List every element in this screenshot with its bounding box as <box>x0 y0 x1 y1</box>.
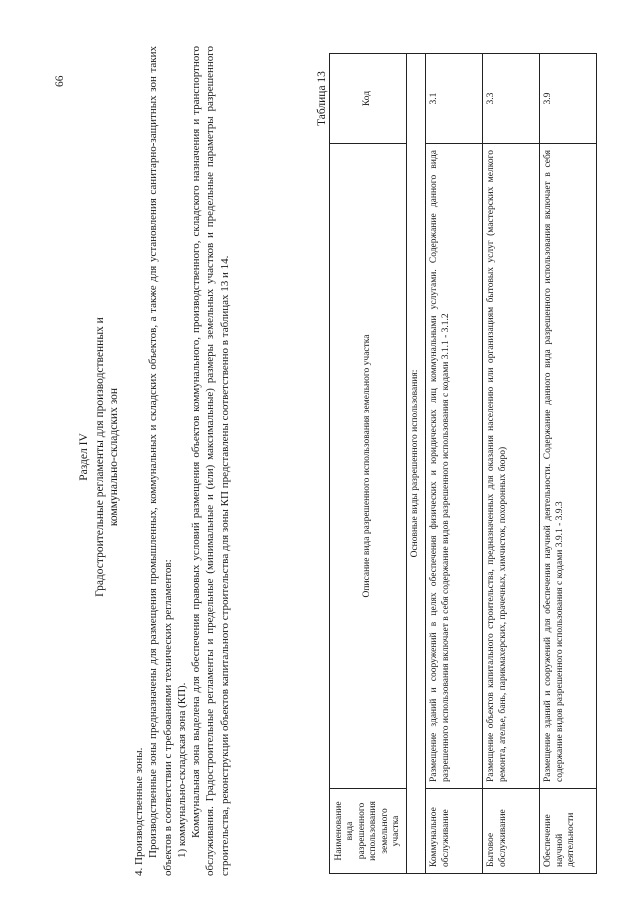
section-subtitle-line2: коммунально-складских зон <box>108 387 120 527</box>
table-group-row <box>407 54 426 874</box>
row-code: 3.3 <box>483 54 540 144</box>
row-description: Размещение зданий и сооружений в целях обеспечения физических и юридических лиц коммунальными услугами. Содержание данного вида разрешенного использования включает в себя содержание видов разрешенного использования с кодами 3.1.1 - 3.1.2 <box>426 144 483 789</box>
paragraph-zones-purpose: Производственные зоны предназначены для размещения промышленных, коммунальных и складских объектов, а также для установления санитарно-защитных зон таких объектов в соответствии с требованиями технических регламентов: <box>147 46 174 876</box>
row-name: Обеспечение научной деятельности <box>540 789 597 874</box>
header-description: Описание вида разрешенного использования земельного участка <box>330 144 407 789</box>
section-title: Раздел IV <box>78 433 90 481</box>
paragraph-zone-kp: 1) коммунально-складская зона (КП). <box>175 682 188 858</box>
land-use-table <box>329 53 597 874</box>
group-label: Основные виды разрешенного использования: <box>407 54 426 874</box>
table-header-row <box>330 54 407 874</box>
page-number: 66 <box>54 75 66 87</box>
row-name: Бытовое обслуживание <box>483 789 540 874</box>
paragraph-zones-heading: 4. Производственные зоны. <box>133 747 145 876</box>
table-row <box>483 54 540 874</box>
table-row <box>540 54 597 874</box>
row-description: Размещение зданий и сооружений для обеспечения научной деятельности. Содержание данного вида разрешенного использования включает в себя содержание видов разрешенного использования с кодами 3.9.1 - 3.9.3 <box>540 144 597 789</box>
table-label: Таблица 13 <box>316 71 328 126</box>
row-code: 3.1 <box>426 54 483 144</box>
rotated-landscape-content <box>48 32 588 882</box>
body-text <box>132 46 232 876</box>
section-subtitle-line1: Градостроительные регламенты для производственных и <box>94 317 106 597</box>
table-row <box>426 54 483 874</box>
header-code: Код <box>330 54 407 144</box>
paragraph-zone-kp-description: Коммунальная зона выделена для обеспечения правовых условий размещения объектов коммунального, производственного, складского назначения и транспортного обслуживания. Градостроительные регламенты и предельные (минимальные и (или) максимальные) размеры земельных участков и предельные параметры разрешенного строительства, реконструкции объектов капитального строительства для зоны КП представлены соответственно в таблицах 13 и 14. <box>190 46 231 876</box>
header-name: Наименование вида разрешенного использования земельного участка <box>330 789 407 874</box>
row-description: Размещение объектов капитального строительства, предназначенных для оказания населению или организациям бытовых услуг (мастерских мелкого ремонта, ателье, бань, парикмахерских, прачечных, химчисток, похоронных бюро) <box>483 144 540 789</box>
row-name: Коммунальное обслуживание <box>426 789 483 874</box>
row-code: 3.9 <box>540 54 597 144</box>
